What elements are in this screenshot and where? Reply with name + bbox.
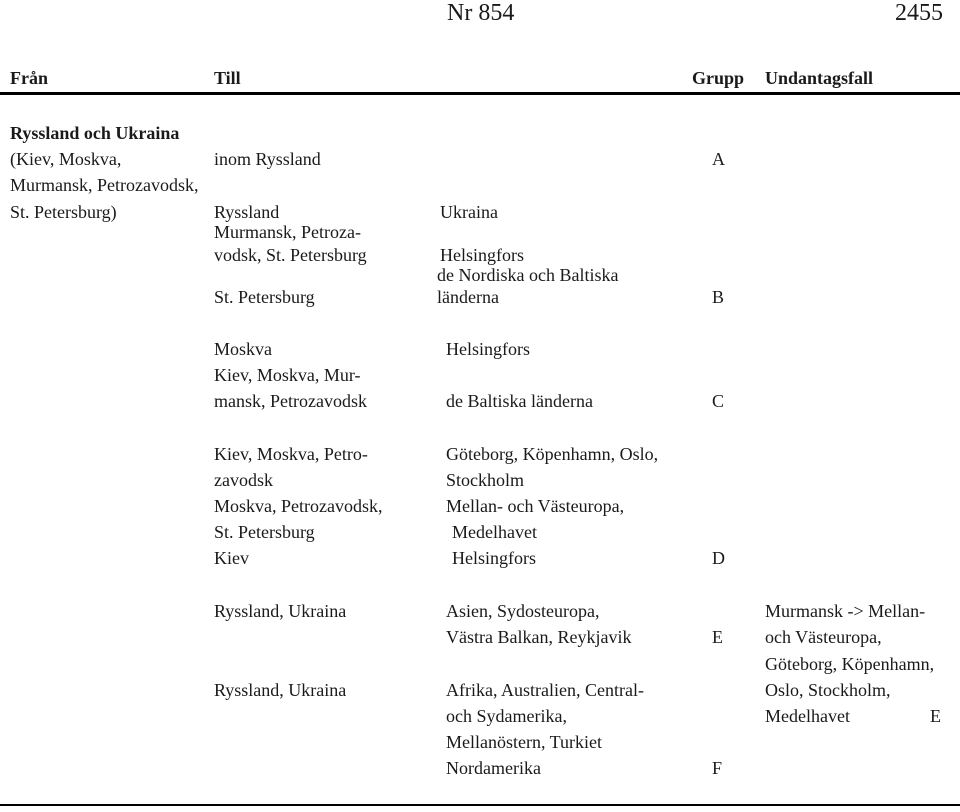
- group-b-from1: Ryssland: [214, 202, 280, 222]
- section-title: Ryssland och Ukraina: [10, 123, 180, 143]
- header-rule: [0, 92, 960, 95]
- group-b-from3: St. Petersburg: [214, 287, 315, 307]
- group-d-to1a: Göteborg, Köpenhamn, Oslo,: [446, 444, 659, 464]
- group-f-label: F: [712, 758, 723, 778]
- group-b-from2a: Murmansk, Petroza-: [214, 222, 361, 242]
- column-header-exceptions: Undantagsfall: [765, 68, 874, 88]
- group-f-to3: Mellanöstern, Turkiet: [446, 732, 602, 752]
- group-f-to2: och Sydamerika,: [446, 706, 567, 726]
- from-cities-line2: Murmansk, Petrozavodsk,: [10, 175, 199, 195]
- group-c-from2a: Kiev, Moskva, Mur-: [214, 365, 361, 385]
- group-f-to4: Nordamerika: [446, 758, 541, 778]
- group-d-label: D: [712, 548, 725, 568]
- group-e-from1: Ryssland, Ukraina: [214, 601, 347, 621]
- column-header-to: Till: [214, 68, 241, 88]
- group-e-exception-line2: och Västeuropa,: [765, 627, 882, 647]
- from-cities-line1: (Kiev, Moskva,: [10, 149, 122, 169]
- group-a-label: A: [712, 149, 725, 169]
- group-d-from1a: Kiev, Moskva, Petro-: [214, 444, 368, 464]
- group-b-to3b: länderna: [437, 287, 499, 307]
- group-d-from2a: Moskva, Petrozavodsk,: [214, 496, 383, 516]
- group-f-from1: Ryssland, Ukraina: [214, 680, 347, 700]
- group-f-to1: Afrika, Australien, Central-: [446, 680, 644, 700]
- column-header-from: Från: [10, 68, 48, 88]
- group-d-from3: Kiev: [214, 548, 249, 568]
- from-cities-line3: St. Petersburg): [10, 202, 117, 222]
- page-number: 2455: [895, 0, 943, 26]
- issue-number: Nr 854: [447, 0, 515, 26]
- group-e-exception-line3: Göteborg, Köpenhamn,: [765, 654, 935, 674]
- group-c-to2: de Baltiska länderna: [446, 391, 593, 411]
- group-e-exception-group: E: [930, 706, 941, 726]
- group-e-exception-line1: Murmansk -> Mellan-: [765, 601, 926, 621]
- group-e-exception-line5: Medelhavet: [765, 706, 850, 726]
- group-c-from1: Moskva: [214, 339, 272, 359]
- column-header-group: Grupp: [692, 68, 745, 88]
- group-e-to1a: Asien, Sydosteuropa,: [446, 601, 600, 621]
- group-b-to2: Helsingfors: [440, 245, 524, 265]
- footer-rule: [0, 804, 960, 806]
- group-b-to1: Ukraina: [440, 202, 498, 222]
- group-c-from2b: mansk, Petrozavodsk: [214, 391, 367, 411]
- group-b-label: B: [712, 287, 725, 307]
- group-e-to1b: Västra Balkan, Reykjavik: [446, 627, 632, 647]
- group-d-to2b: Medelhavet: [452, 522, 537, 542]
- group-c-to1: Helsingfors: [446, 339, 530, 359]
- group-e-label: E: [712, 627, 723, 647]
- group-b-from2b: vodsk, St. Petersburg: [214, 245, 367, 265]
- group-b-to3a: de Nordiska och Baltiska: [437, 265, 619, 285]
- group-d-to1b: Stockholm: [446, 470, 525, 490]
- group-a-from: inom Ryssland: [214, 149, 321, 169]
- group-d-to2a: Mellan- och Västeuropa,: [446, 496, 625, 516]
- group-d-to3: Helsingfors: [452, 548, 536, 568]
- group-c-label: C: [712, 391, 725, 411]
- group-d-from2b: St. Petersburg: [214, 522, 315, 542]
- group-e-exception-line4: Oslo, Stockholm,: [765, 680, 891, 700]
- group-d-from1b: zavodsk: [214, 470, 273, 490]
